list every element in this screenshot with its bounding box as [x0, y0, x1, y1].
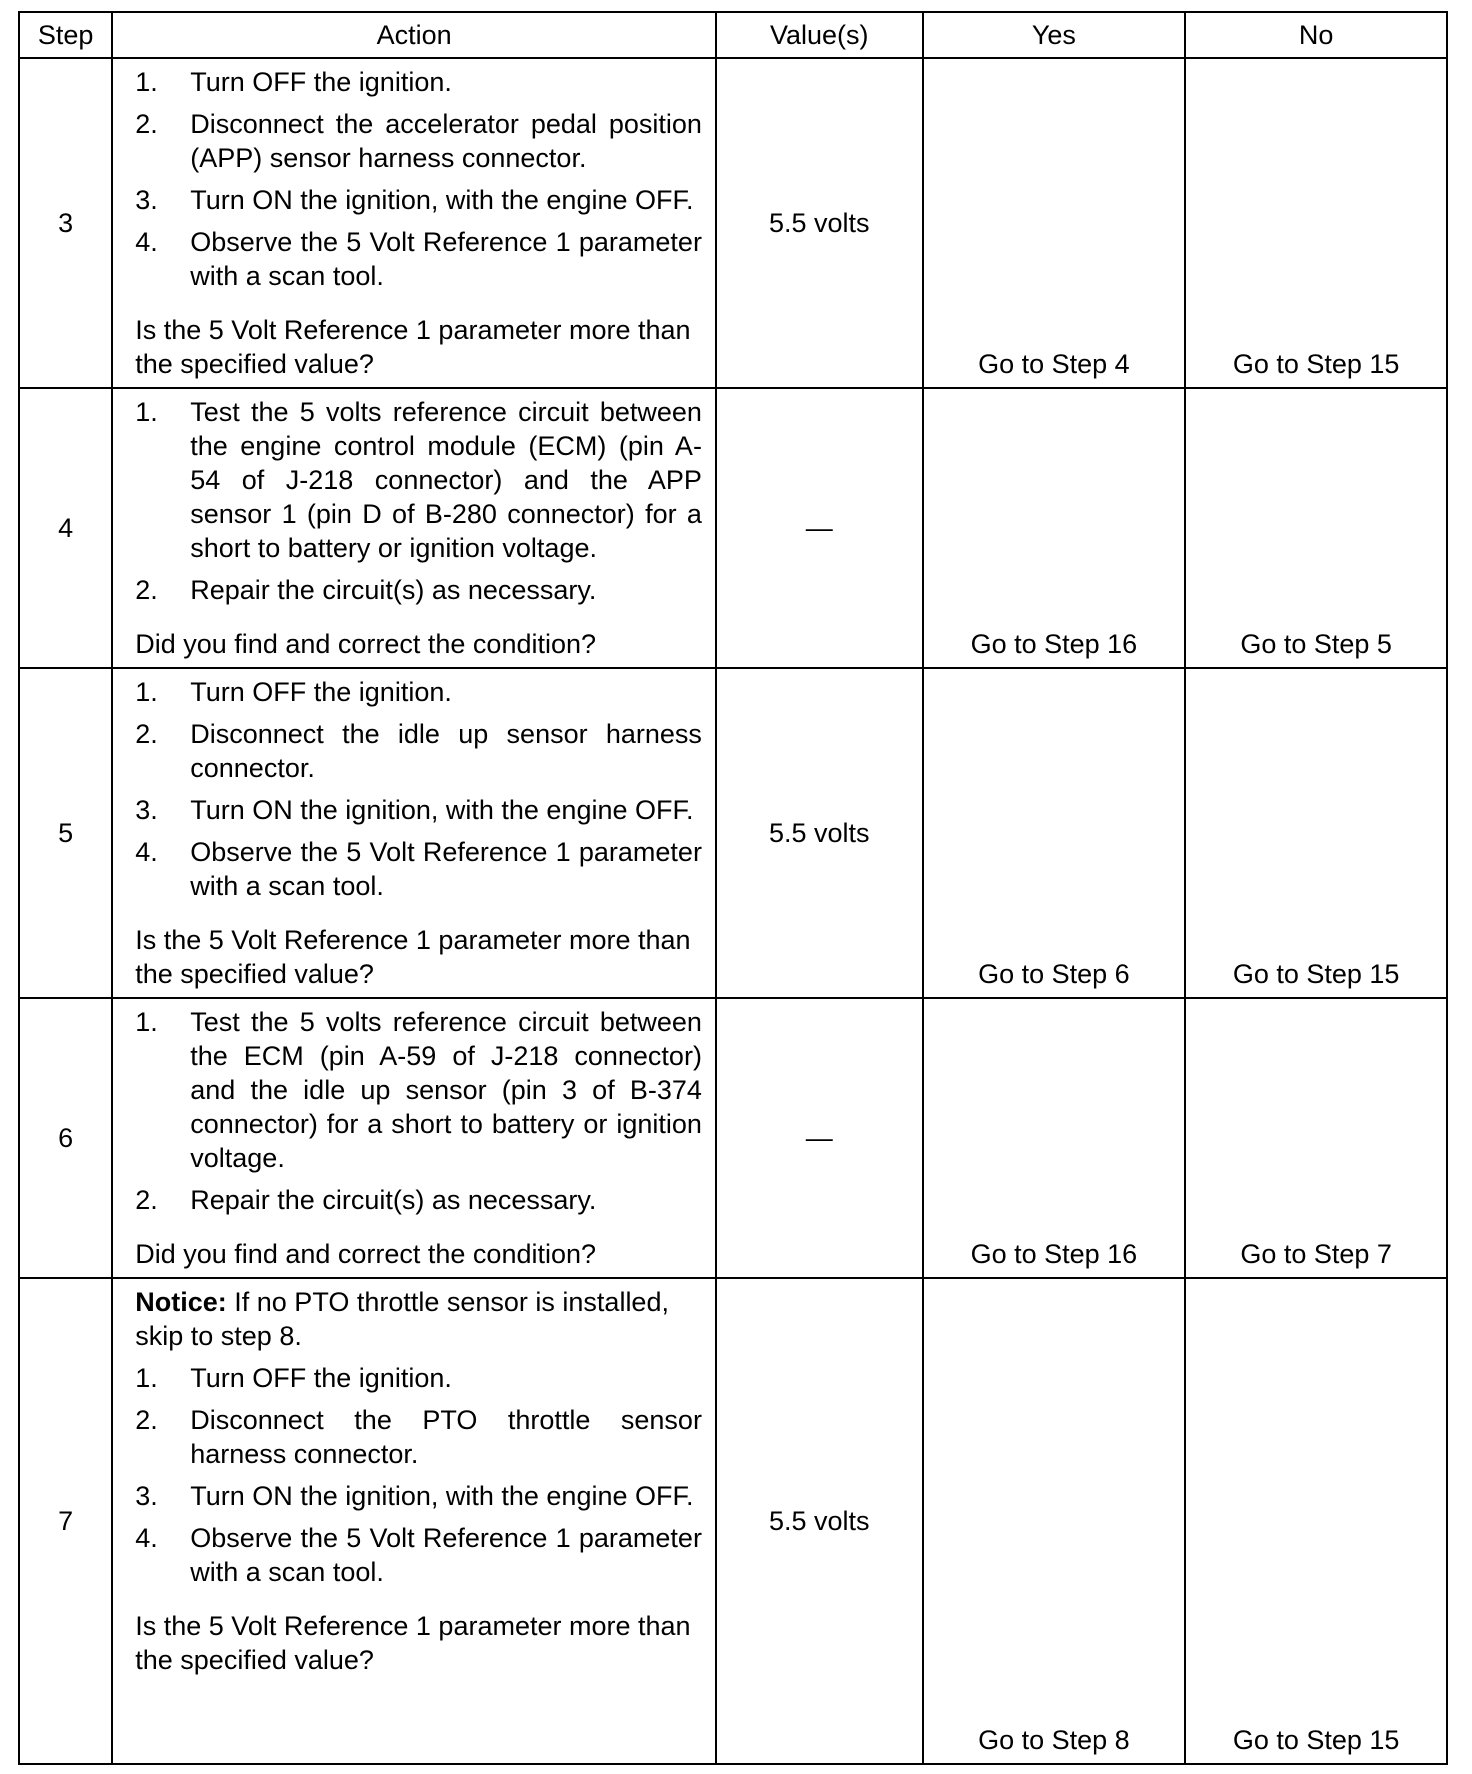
header-step: Step	[19, 12, 112, 58]
step-number: 4	[19, 388, 112, 668]
list-number: 3.	[135, 795, 158, 825]
list-item	[135, 1479, 702, 1513]
action-steps	[135, 1005, 702, 1217]
action-question: Is the 5 Volt Reference 1 parameter more than the specified value?	[135, 1611, 691, 1675]
action-cell	[112, 58, 716, 388]
action-question: Is the 5 Volt Reference 1 parameter more than the specified value?	[135, 925, 691, 989]
yes-cell: Go to Step 16	[923, 388, 1186, 668]
value-cell: —	[716, 998, 923, 1278]
action-cell	[112, 388, 716, 668]
table-row	[19, 668, 1447, 998]
list-text: Disconnect the idle up sensor harness connector.	[190, 719, 702, 783]
list-item	[135, 225, 702, 293]
list-text: Observe the 5 Volt Reference 1 parameter with a scan tool.	[190, 837, 702, 901]
list-item	[135, 1183, 702, 1217]
header-no: No	[1185, 12, 1447, 58]
list-number: 4.	[135, 837, 158, 867]
diagnostic-table	[18, 11, 1448, 1765]
action-question: Did you find and correct the condition?	[135, 1239, 597, 1269]
list-item	[135, 65, 702, 99]
list-number: 2.	[135, 1185, 158, 1215]
no-cell: Go to Step 15	[1185, 668, 1447, 998]
list-number: 2.	[135, 1405, 158, 1435]
list-item	[135, 395, 702, 565]
action-steps	[135, 675, 702, 903]
list-text: Test the 5 volts reference circuit between the engine control module (ECM) (pin A-54 of J-218 connector) and the APP sensor 1 (pin D of B-280 connector) for a short to battery or ignition voltage.	[190, 397, 702, 563]
list-item	[135, 183, 702, 217]
action-steps	[135, 1361, 702, 1589]
notice	[135, 1285, 702, 1353]
list-number: 3.	[135, 1481, 158, 1511]
action-steps	[135, 65, 702, 293]
list-item	[135, 675, 702, 709]
table-row	[19, 58, 1447, 388]
header-action: Action	[112, 12, 716, 58]
list-item	[135, 793, 702, 827]
list-item	[135, 1521, 702, 1589]
list-item	[135, 717, 702, 785]
list-item	[135, 1005, 702, 1175]
list-text: Turn OFF the ignition.	[190, 1363, 452, 1393]
value-cell: 5.5 volts	[716, 668, 923, 998]
step-number: 5	[19, 668, 112, 998]
yes-cell: Go to Step 16	[923, 998, 1186, 1278]
value-cell: —	[716, 388, 923, 668]
yes-cell: Go to Step 8	[923, 1278, 1186, 1764]
list-number: 4.	[135, 1523, 158, 1553]
list-number: 4.	[135, 227, 158, 257]
no-cell: Go to Step 15	[1185, 58, 1447, 388]
no-cell: Go to Step 5	[1185, 388, 1447, 668]
header-row	[19, 12, 1447, 58]
action-question: Did you find and correct the condition?	[135, 629, 597, 659]
list-item	[135, 573, 702, 607]
list-text: Test the 5 volts reference circuit between the ECM (pin A-59 of J-218 connector) and the idle up sensor (pin 3 of B-374 connector) for a short to battery or ignition voltage.	[190, 1007, 702, 1173]
action-cell	[112, 668, 716, 998]
list-text: Turn ON the ignition, with the engine OFF.	[190, 185, 694, 215]
step-number: 3	[19, 58, 112, 388]
list-number: 2.	[135, 719, 158, 749]
notice-text: If no PTO throttle sensor is installed, skip to step 8.	[135, 1287, 669, 1351]
no-cell: Go to Step 15	[1185, 1278, 1447, 1764]
list-text: Observe the 5 Volt Reference 1 parameter with a scan tool.	[190, 227, 702, 291]
action-cell	[112, 998, 716, 1278]
table-row	[19, 1278, 1447, 1764]
yes-cell: Go to Step 4	[923, 58, 1186, 388]
list-text: Repair the circuit(s) as necessary.	[190, 1185, 597, 1215]
list-number: 1.	[135, 677, 158, 707]
action-question: Is the 5 Volt Reference 1 parameter more than the specified value?	[135, 315, 691, 379]
list-item	[135, 1361, 702, 1395]
list-text: Turn OFF the ignition.	[190, 677, 452, 707]
list-item	[135, 835, 702, 903]
list-text: Turn OFF the ignition.	[190, 67, 452, 97]
step-number: 7	[19, 1278, 112, 1764]
list-number: 1.	[135, 67, 158, 97]
list-item	[135, 107, 702, 175]
list-item	[135, 1403, 702, 1471]
list-text: Turn ON the ignition, with the engine OFF.	[190, 1481, 694, 1511]
action-cell	[112, 1278, 716, 1764]
no-cell: Go to Step 7	[1185, 998, 1447, 1278]
list-text: Disconnect the accelerator pedal position (APP) sensor harness connector.	[190, 109, 702, 173]
notice-label: Notice:	[135, 1287, 227, 1317]
list-number: 3.	[135, 185, 158, 215]
list-text: Repair the circuit(s) as necessary.	[190, 575, 597, 605]
value-cell: 5.5 volts	[716, 58, 923, 388]
header-yes: Yes	[923, 12, 1186, 58]
list-number: 2.	[135, 575, 158, 605]
list-text: Observe the 5 Volt Reference 1 parameter with a scan tool.	[190, 1523, 702, 1587]
step-number: 6	[19, 998, 112, 1278]
action-steps	[135, 395, 702, 607]
list-number: 1.	[135, 1363, 158, 1393]
header-value: Value(s)	[716, 12, 923, 58]
list-number: 1.	[135, 1007, 158, 1037]
list-number: 1.	[135, 397, 158, 427]
list-text: Disconnect the PTO throttle sensor harness connector.	[190, 1405, 702, 1469]
table-row	[19, 998, 1447, 1278]
table-row	[19, 388, 1447, 668]
list-number: 2.	[135, 109, 158, 139]
list-text: Turn ON the ignition, with the engine OFF.	[190, 795, 694, 825]
yes-cell: Go to Step 6	[923, 668, 1186, 998]
value-cell: 5.5 volts	[716, 1278, 923, 1764]
